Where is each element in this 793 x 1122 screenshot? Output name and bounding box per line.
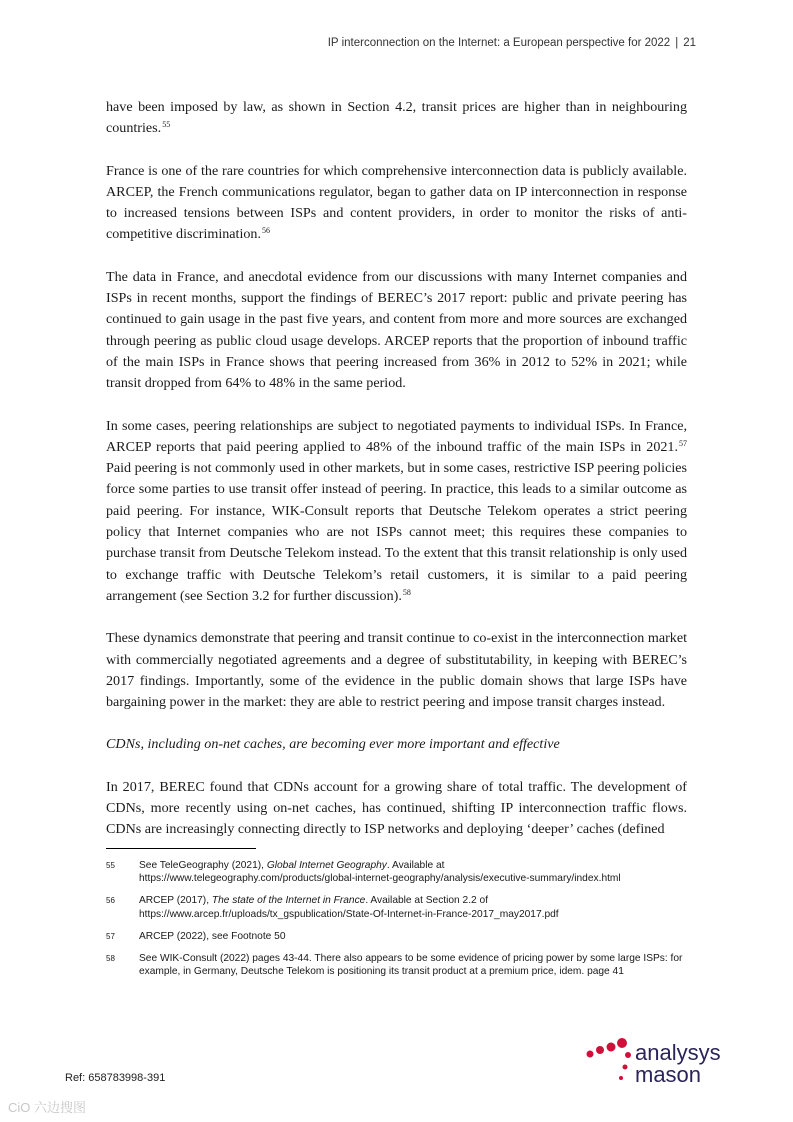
footnote-number: 57	[106, 931, 115, 941]
footnote-text: See WIK-Consult (2022) pages 43-44. There also appears to be some evidence of pricing power by some large ISPs: for example, in Germany, Deutsche Telekom is positioning its transit product at a premium price, idem. page 41	[139, 953, 683, 978]
paragraph	[106, 416, 687, 608]
main-text	[106, 97, 687, 862]
running-header	[328, 37, 696, 49]
footnote-title: The state of the Internet in France	[211, 895, 366, 907]
footnote-number: 55	[106, 861, 115, 870]
paragraph-text: Paid peering is not commonly used in other markets, but in some cases, restrictive ISP peering policies force some parties to use transit offer instead of peering. In practice, this leads to a similar outcome as paid peering. For instance, WIK-Consult reports that Deutsche Telekom operates a strict peering policy that Internet companies who are not ISPs cannot meet; this requires these companies to purchase transit from Deutsche Telekom instead. To the extent that this transit relationship is only used to exchange traffic with Deutsche Telekom’s retail customers, it is similar to a paid peering arrangement (see Section 3.2 for further discussion).	[106, 460, 687, 604]
footnote	[106, 894, 696, 920]
footnote-number: 56	[106, 896, 115, 906]
footnote	[106, 859, 696, 885]
document-reference: Ref: 658783998-391	[65, 1072, 166, 1084]
footnote	[106, 930, 696, 943]
footnote-text: . Available at	[386, 860, 445, 871]
paragraph-text: The data in France, and anecdotal evidence from our discussions with many Internet companies and ISPs in recent months, support the findings of BEREC’s 2017 report: public and private peering has continued to gain usage in the past five years, and content from more and more sources are exchanged through peering as public cloud usage develops. ARCEP reports that the proportion of inbound traffic of the main ISPs in France shows that peering increased from 36% in 2012 to 52% in 2021; while transit dropped from 64% to 48% in the same period.	[106, 268, 687, 392]
paragraph	[106, 97, 687, 140]
footnote-text: ARCEP (2022), see Footnote 50	[139, 930, 286, 942]
footnote-link[interactable]: https://www.arcep.fr/uploads/tx_gspublication/State-Of-Internet-in-France-2017_may2017.pdf	[139, 908, 559, 920]
footnote-title: Global Internet Geography	[266, 860, 387, 871]
footnote-text: See TeleGeography (2021),	[139, 860, 267, 871]
footnotes	[106, 859, 696, 987]
footnote-ref: 55	[162, 120, 171, 130]
paragraph	[106, 161, 687, 246]
paragraph-text: In some cases, peering relationships are subject to negotiated payments to individual ISPs. In France, ARCEP reports that paid peering applied to 48% of the inbound traffic of the main ISPs in 2021.	[106, 417, 687, 455]
footnote-number: 58	[106, 954, 115, 964]
paragraph-text: France is one of the rare countries for which comprehensive interconnection data is publicly available. ARCEP, the French communications regulator, began to gather data on IP interconnection in response to increased tensions between ISPs and content providers, in order to monitor the risks of anti-competitive discrimination.	[106, 162, 687, 243]
analysys-mason-logo	[585, 1035, 735, 1090]
footnote-text: . Available at Section 2.2 of	[365, 895, 489, 907]
paragraph-text: have been imposed by law, as shown in Section 4.2, transit prices are higher than in neighbouring countries.	[106, 99, 687, 137]
header-separator: |	[675, 37, 679, 49]
paragraph	[106, 777, 687, 841]
logo-dots-icon	[585, 1035, 635, 1090]
header-title: IP interconnection on the Internet: a European perspective for 2022	[327, 37, 671, 49]
section-subheading: CDNs, including on-net caches, are becoming ever more important and effective	[106, 736, 560, 753]
paragraph-text: In 2017, BEREC found that CDNs account for a growing share of total traffic. The development of CDNs, more recently using on-net caches, has continued, shifting IP interconnection traffic flows. CDNs are increasingly connecting directly to ISP networks and deploying ‘deeper’ caches (defined	[106, 778, 687, 838]
footnote-link[interactable]: https://www.telegeography.com/products/global-internet-geography/analysis/executive-summary/index.html	[139, 873, 621, 885]
logo-word: mason	[635, 1062, 702, 1087]
footnote-text: ARCEP (2017),	[139, 895, 212, 907]
watermark: CiO 六边搜图	[8, 1100, 87, 1115]
paragraph-text: These dynamics demonstrate that peering and transit continue to co-exist in the interconnection market with commercially negotiated agreements and a degree of substitutability, in keeping with BEREC’s 2017 findings. Importantly, some of the evidence in the public domain shows that large ISPs have bargaining power in the market: they are able to restrict peering and impose transit charges instead.	[106, 630, 687, 711]
paragraph	[106, 628, 687, 713]
logo-word: analysys	[635, 1040, 721, 1065]
paragraph	[106, 267, 687, 395]
footnote-divider	[106, 848, 256, 849]
footnote-ref: 58	[402, 587, 411, 597]
footnote-ref: 57	[679, 438, 687, 448]
page-number: 21	[683, 37, 696, 49]
footnote	[106, 952, 696, 978]
footnote-ref: 56	[262, 226, 270, 236]
